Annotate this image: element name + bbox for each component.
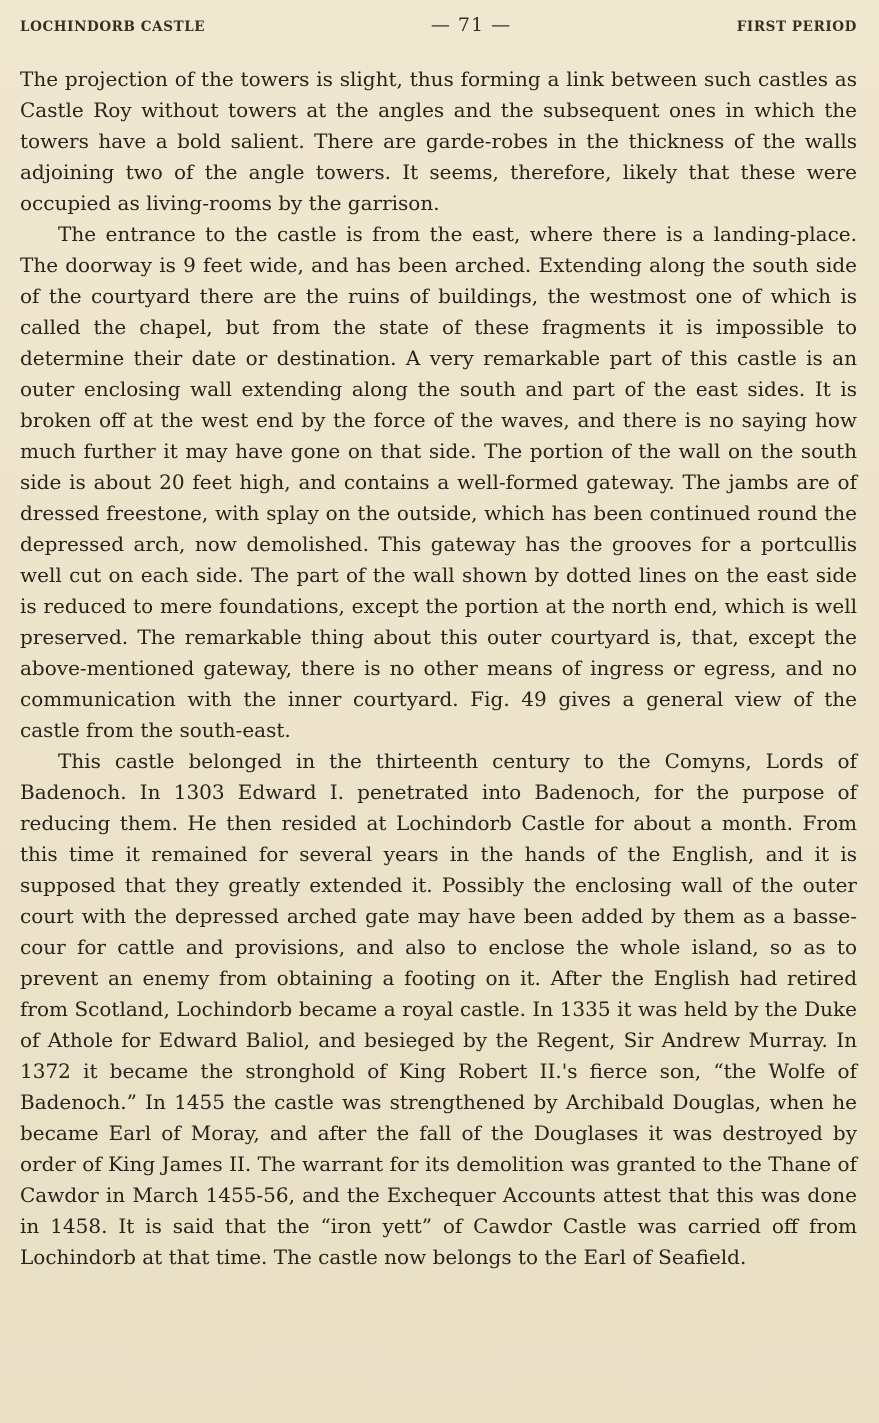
body-text <box>20 64 857 1273</box>
running-head-title: LOCHINDORB CASTLE <box>20 19 206 35</box>
paragraph-3: This castle belonged in the thirteenth century to the Comyns, Lords of Badenoch. In 1303 Edward I. penetrated into Badenoch, for the purpose of reducing them. He then resided at Lochindorb Castle for about a month. From this time it remained for several years in the hands of the English, and it is supposed that they greatly extended it. Possibly the enclosing wall of the outer court with the depressed arched gate may have been added by them as a basse-cour for cattle and provisions, and also to enclose the whole island, so as to prevent an enemy from obtaining a footing on it. After the English had retired from Scotland, Lochindorb became a royal castle. In 1335 it was held by the Duke of Athole for Edward Baliol, and besieged by the Regent, Sir Andrew Murray. In 1372 it became the stronghold of King Robert II.'s fierce son, “the Wolfe of Badenoch.” In 1455 the castle was strengthened by Archibald Douglas, when he became Earl of Moray, and after the fall of the Douglases it was destroyed by order of King James II. The warrant for its demolition was granted to the Thane of Cawdor in March 1455-56, and the Exchequer Accounts attest that this was done in 1458. It is said that the “iron yett” of Cawdor Castle was carried off from Lochindorb at that time. The castle now belongs to the Earl of Seafield. <box>20 749 857 1269</box>
paragraph-2: The entrance to the castle is from the east, where there is a landing-place. The doorway is 9 feet wide, and has been arched. Extending along the south side of the courtyard there are the ruins of buildings, the westmost one of which is called the chapel, but from the state of these fragments it is impossible to determine their date or destination. A very remarkable part of this castle is an outer enclosing wall extending along the south and part of the east sides. It is broken off at the west end by the force of the waves, and there is no saying how much further it may have gone on that side. The portion of the wall on the south side is about 20 feet high, and contains a well-formed gateway. The jambs are of dressed freestone, with splay on the outside, which has been continued round the depressed arch, now demolished. This gateway has the grooves for a portcullis well cut on each side. The part of the wall shown by dotted lines on the east side is reduced to mere foundations, except the portion at the north end, which is well preserved. The remarkable thing about this outer courtyard is, that, except the above-mentioned gateway, there is no other means of ingress or egress, and no communication with the inner courtyard. Fig. 49 gives a general view of the castle from the south-east. <box>20 222 857 742</box>
running-head <box>20 14 857 42</box>
running-head-section: FIRST PERIOD <box>736 19 857 35</box>
page-number: — 71 — <box>430 14 512 36</box>
paragraph-1: The projection of the towers is slight, thus forming a link between such castles as Castle Roy without towers at the angles and the subsequent ones in which the towers have a bold salient. There are garde-robes in the thickness of the walls adjoining two of the angle towers. It seems, therefore, likely that these were occupied as living-rooms by the garrison. <box>20 67 857 215</box>
